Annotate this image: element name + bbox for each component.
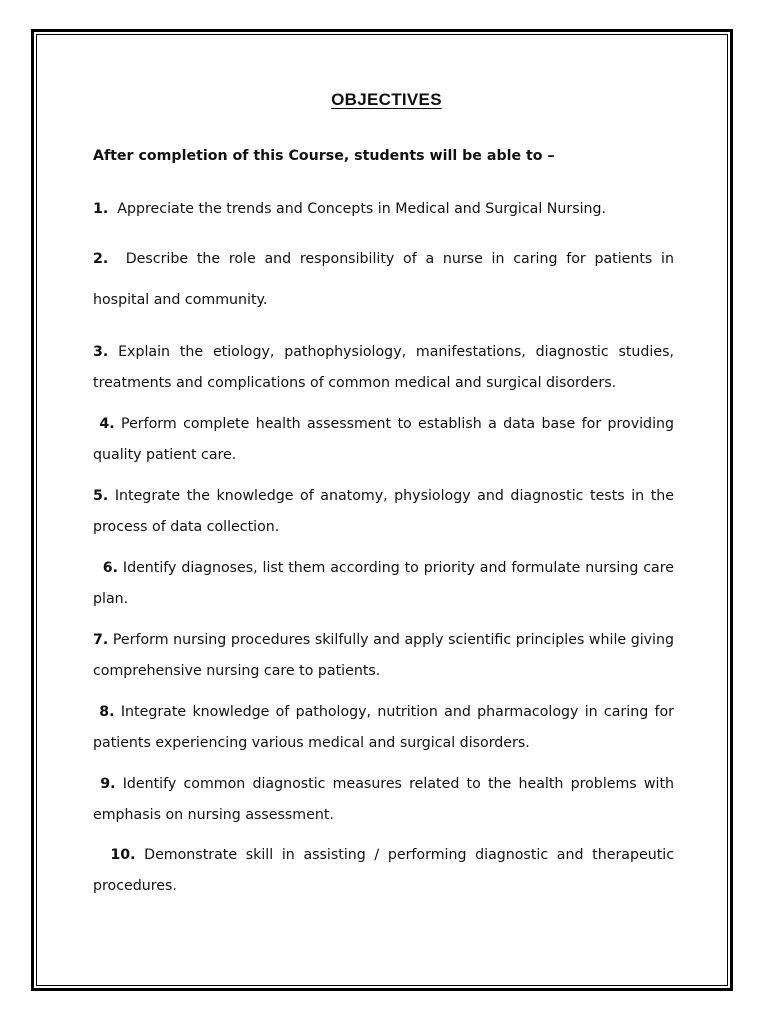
objective-item-8 xyxy=(93,697,674,759)
objective-text: Perform complete health assessment to establish a data base for providing quality patient care. xyxy=(93,416,675,463)
objective-text: Perform nursing procedures skilfully and apply scientific principles while giving comprehensive nursing care to patients. xyxy=(93,632,674,679)
objective-item-2 xyxy=(93,239,674,321)
objective-item-6 xyxy=(93,553,674,615)
objective-number: 9. xyxy=(100,776,116,792)
document-content xyxy=(93,88,675,894)
objective-item-10 xyxy=(93,840,674,902)
objective-number: 1. xyxy=(93,201,109,217)
objective-text: Identify common diagnostic measures related to the health problems with emphasis on nursing assessment. xyxy=(93,776,675,823)
objective-text: Appreciate the trends and Concepts in Medical and Surgical Nursing. xyxy=(117,201,607,217)
objective-number: 2. xyxy=(93,251,109,267)
objective-item-3 xyxy=(93,337,674,399)
intro-text: After completion of this Course, students will be able to – xyxy=(93,148,555,164)
objective-item-4 xyxy=(93,409,674,471)
objective-item-5 xyxy=(93,481,674,543)
objective-text: Identify diagnoses, list them according to priority and formulate nursing care plan. xyxy=(93,560,674,607)
objective-item-7 xyxy=(93,625,674,687)
objective-text: Integrate the knowledge of anatomy, physiology and diagnostic tests in the process of data collection. xyxy=(93,488,675,535)
objective-number: 4. xyxy=(99,416,115,432)
objective-text: Integrate knowledge of pathology, nutrition and pharmacology in caring for patients experiencing various medical and surgical disorders. xyxy=(93,704,674,751)
objective-number: 7. xyxy=(93,632,109,648)
objective-number: 5. xyxy=(93,488,109,504)
objective-number: 10. xyxy=(110,847,136,863)
objective-number: 6. xyxy=(102,560,119,576)
objective-number: 3. xyxy=(93,344,109,360)
objective-number: 8. xyxy=(99,704,115,720)
page-title: OBJECTIVES xyxy=(331,90,442,109)
objective-text: Explain the etiology, pathophysiology, manifestations, diagnostic studies, treatments and complications of common medical and surgical disorders. xyxy=(93,344,674,391)
objective-item-1 xyxy=(93,194,674,225)
objective-item-9 xyxy=(93,769,674,831)
objective-text: Demonstrate skill in assisting / performing diagnostic and therapeutic procedures. xyxy=(93,847,674,894)
objective-text: Describe the role and responsibility of a nurse in caring for patients in hospital and community. xyxy=(93,251,674,308)
